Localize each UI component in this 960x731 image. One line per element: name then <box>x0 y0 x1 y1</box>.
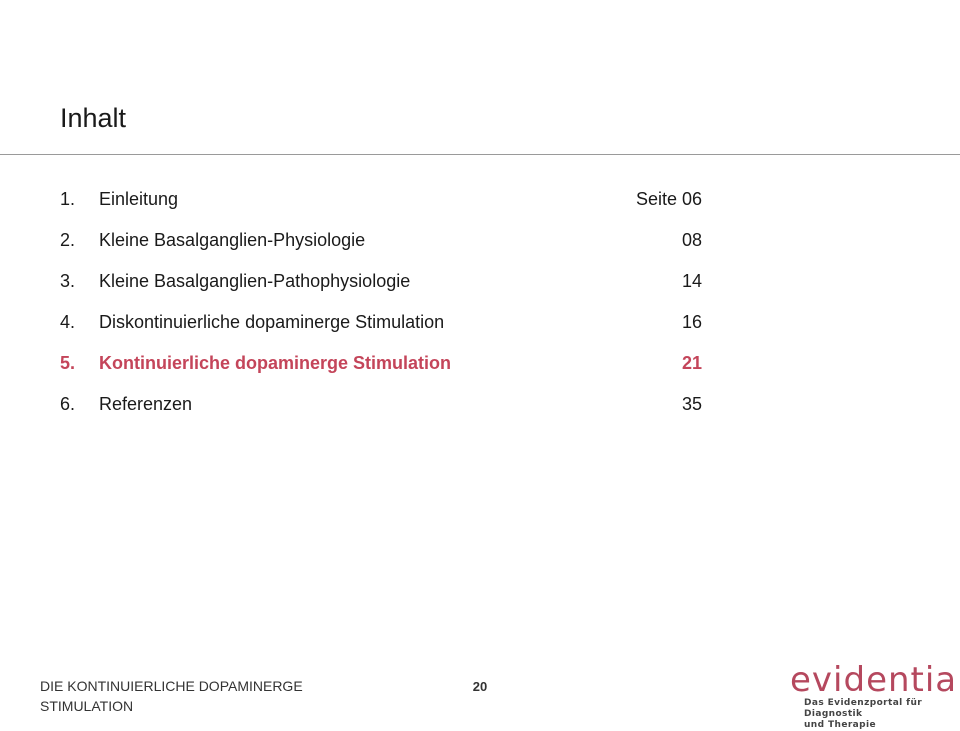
toc-item-page: 16 <box>681 312 702 332</box>
toc-item <box>60 184 702 225</box>
toc-item-label: Kleine Basalganglien-Physiologie <box>99 230 366 250</box>
logo-tagline-line1: Das Evidenzportal für Diagnostik <box>804 698 923 719</box>
toc-item-label: Kleine Basalganglien-Pathophysiologie <box>99 271 411 291</box>
evidentia-logo <box>790 660 958 731</box>
toc-item-label: Kontinuierliche dopaminerge Stimulation <box>99 353 452 373</box>
toc-item-label: Referenzen <box>99 394 193 414</box>
table-of-contents <box>60 184 702 430</box>
toc-item <box>60 307 702 348</box>
toc-item-page: 35 <box>681 394 702 414</box>
toc-item-label: Diskontinuierliche dopaminerge Stimulation <box>99 312 445 332</box>
title-divider <box>0 154 960 155</box>
logo-tagline-line2: und Therapie <box>804 720 876 730</box>
toc-item-page: 21 <box>681 353 702 373</box>
toc-item-label: Einleitung <box>99 189 179 209</box>
page-number: 20 <box>472 679 488 694</box>
toc-item-page: Seite 06 <box>635 189 702 209</box>
toc-item-active <box>60 348 702 389</box>
logo-wordmark: evidentia <box>790 660 958 700</box>
toc-item <box>60 225 702 266</box>
toc-item-number: 5. <box>60 353 76 373</box>
toc-item-number: 1. <box>60 189 76 209</box>
toc-item <box>60 266 702 307</box>
toc-item <box>60 389 702 430</box>
toc-item-number: 6. <box>60 394 76 414</box>
footer-section-title: DIE KONTINUIERLICHE DOPAMINERGE STIMULATION <box>40 678 303 714</box>
slide-title: Inhalt <box>60 103 127 133</box>
toc-item-page: 08 <box>681 230 702 250</box>
toc-item-number: 4. <box>60 312 76 332</box>
toc-item-number: 2. <box>60 230 76 250</box>
toc-item-page: 14 <box>681 271 702 291</box>
toc-item-number: 3. <box>60 271 76 291</box>
